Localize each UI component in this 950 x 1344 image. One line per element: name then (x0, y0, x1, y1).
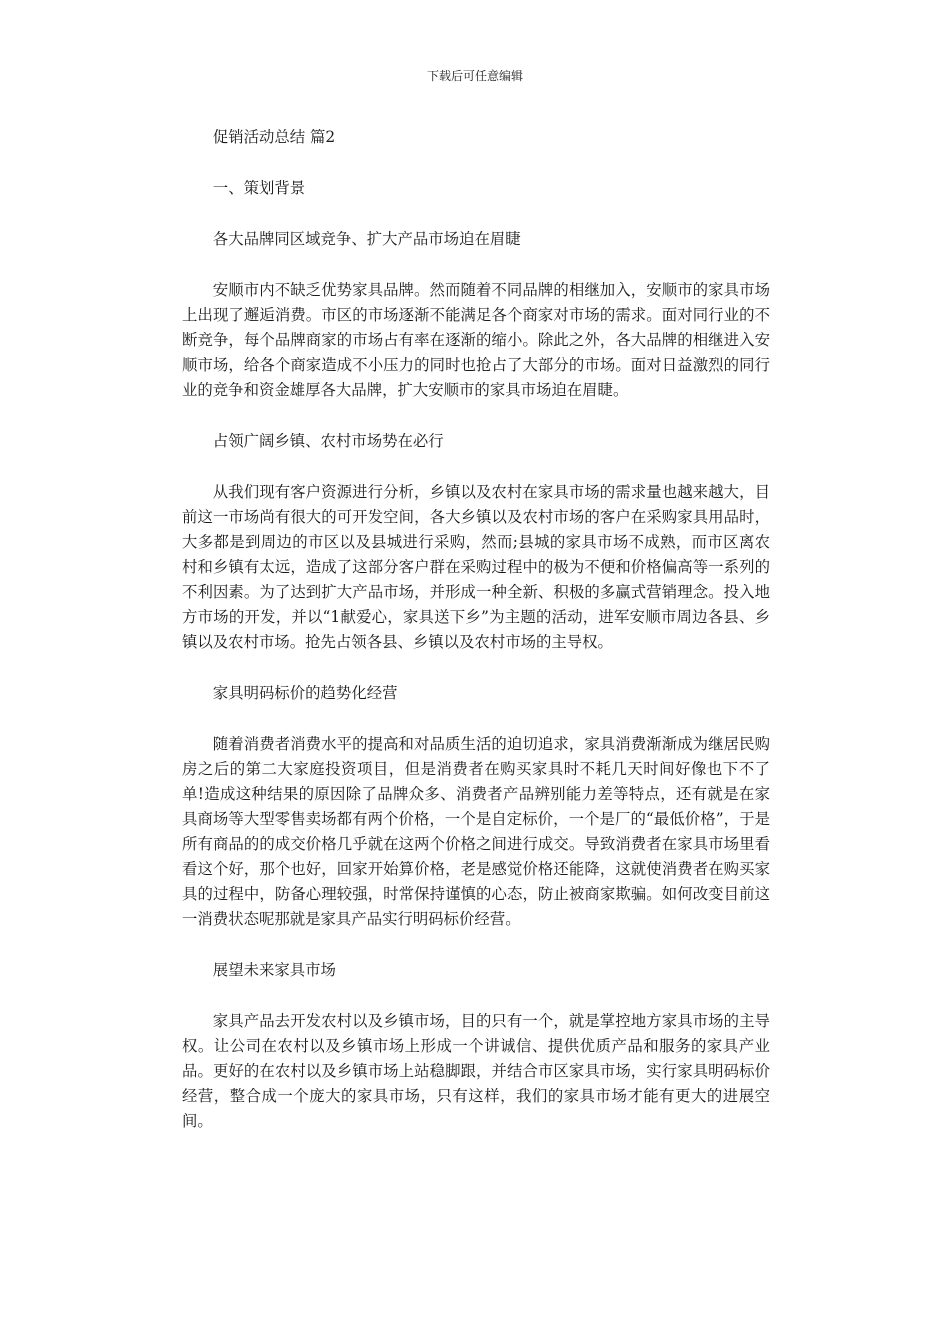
paragraph-2: 从我们现有客户资源进行分析，乡镇以及农村在家具市场的需求量也越来越大，目前这一市场尚有很大的可开发空间，各大乡镇以及农村市场的客户在采购家具用品时，大多都是到周边的市区以及县城进行采购，然而;县城的家具市场不成熟，而市区离农村和乡镇有太远，造成了这部分客户群在采购过程中的极为不便和价格偏高等一系列的不利因素。为了达到扩大产品市场，并形成一种全新、积极的多赢式营销理念。投入地方市场的开发，并以“1献爱心，家具送下乡”为主题的活动，进军安顺市周边各县、乡镇以及农村市场。抢先占领各县、乡镇以及农村市场的主导权。 (182, 483, 770, 651)
paragraph-3: 随着消费者消费水平的提高和对品质生活的迫切追求，家具消费渐渐成为继居民购房之后的第二大家庭投资项目，但是消费者在购买家具时不耗几天时间好像也下不了单!造成这种结果的原因除了品牌众多、消费者产品辨别能力差等特点，还有就是在家具商场等大型零售卖场都有两个价格，一个是自定标价，一个是厂的“最低价格”，于是所有商品的的成交价格几乎就在这两个价格之间进行成交。导致消费者在家具市场里看看这个好，那个也好，回家开始算价格，老是感觉价格还能降，这就使消费者在购买家具的过程中，防备心理较强，时常保持谨慎的心态，防止被商家欺骗。如何改变目前这一消费状态呢那就是家具产品实行明码标价经营。 (182, 735, 770, 928)
paragraph-1: 安顺市内不缺乏优势家具品牌。然而随着不同品牌的相继加入，安顺市的家具市场上出现了邂逅消费。市区的市场逐渐不能满足各个商家对市场的需求。面对同行业的不断竞争，每个品牌商家的市场占有率在逐渐的缩小。除此之外，各大品牌的相继进入安顺市场，给各个商家造成不小压力的同时也抢占了大部分的市场。面对日益激烈的同行业的竞争和资金雄厚各大品牌，扩大安顺市的家具市场迫在眉睫。 (182, 281, 770, 399)
header-note: 下载后可任意编辑 (426, 69, 523, 83)
subheading-3: 家具明码标价的趋势化经营 (212, 684, 398, 702)
section-heading: 一、策划背景 (212, 179, 306, 197)
subheading-1: 各大品牌同区域竞争、扩大产品市场迫在眉睫 (212, 230, 521, 248)
paragraph-4: 家具产品去开发农村以及乡镇市场，目的只有一个，就是掌控地方家具市场的主导权。让公司在农村以及乡镇市场上形成一个讲诚信、提供优质产品和服务的家具产业品。更好的在农村以及乡镇市场上站稳脚跟，并结合市区家具市场，实行家具明码标价经营，整合成一个庞大的家具市场，只有这样，我们的家具市场才能有更大的进展空间。 (182, 1012, 770, 1130)
document-content (182, 125, 770, 1160)
subheading-2: 占领广阔乡镇、农村市场势在必行 (212, 432, 444, 450)
subheading-4: 展望未来家具市场 (212, 961, 336, 979)
document-title: 促销活动总结 篇2 (212, 128, 336, 146)
